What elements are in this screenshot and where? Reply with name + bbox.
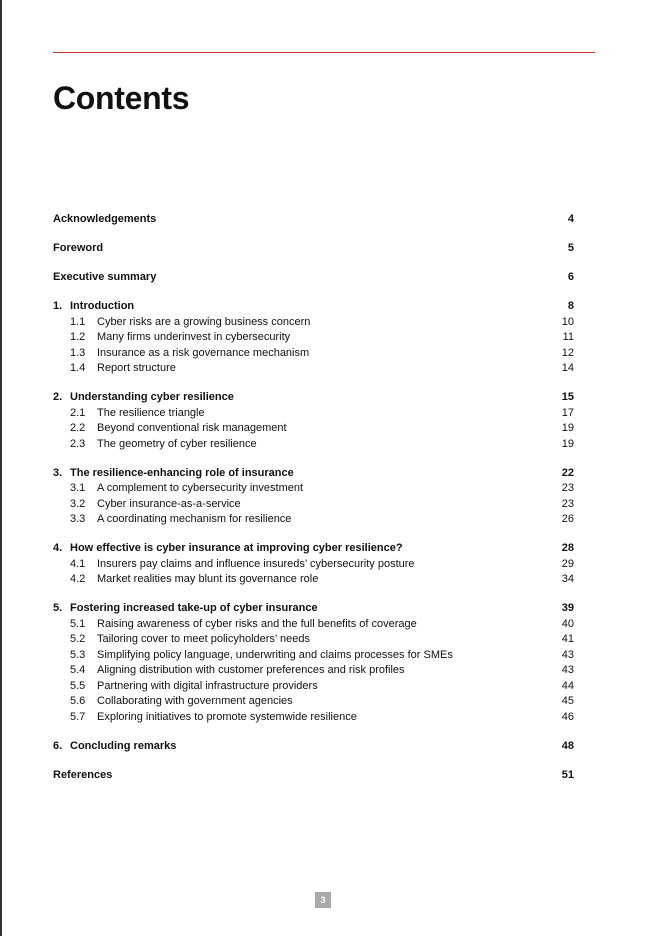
entry-page: 26 — [561, 513, 574, 525]
entry-number: 5.5 — [70, 679, 86, 692]
toc-section — [53, 541, 574, 588]
entry-number: 5.3 — [70, 648, 86, 661]
entry-title: Concluding remarks — [70, 739, 177, 752]
entry-title: Aligning distribution with customer preferences and risk profiles — [97, 664, 405, 676]
entry-page: 28 — [561, 542, 574, 554]
toc-subentry[interactable] — [53, 512, 574, 528]
toc-section — [53, 739, 574, 755]
entry-page: 6 — [567, 271, 574, 283]
toc-subentry[interactable] — [53, 330, 574, 346]
toc-subentry[interactable] — [53, 694, 574, 710]
entry-number: 2.1 — [70, 406, 86, 419]
toc-entry[interactable] — [53, 739, 574, 755]
toc-entry[interactable] — [53, 212, 574, 228]
entry-page: 12 — [561, 346, 574, 359]
entry-page: 34 — [561, 573, 574, 585]
entry-number: 3.3 — [70, 513, 86, 525]
entry-page: 46 — [561, 710, 574, 723]
entry-title: A coordinating mechanism for resilience — [97, 513, 292, 525]
entry-page: 11 — [562, 331, 574, 343]
toc-subentry[interactable] — [53, 437, 574, 453]
toc-subentry[interactable] — [53, 663, 574, 679]
entry-number: 1.2 — [70, 331, 86, 343]
entry-number: 1.4 — [70, 362, 86, 374]
toc-subentry[interactable] — [53, 421, 574, 437]
entry-title: Collaborating with government agencies — [97, 695, 293, 707]
entry-title: How effective is cyber insurance at improving cyber resilience? — [70, 542, 403, 554]
entry-title: Executive summary — [53, 271, 157, 283]
toc-subentry[interactable] — [53, 481, 574, 497]
page-title: Contents — [53, 80, 190, 116]
entry-title: Market realities may blunt its governance role — [97, 573, 319, 585]
entry-title: Tailoring cover to meet policyholders’ needs — [97, 633, 310, 645]
entry-title: Raising awareness of cyber risks and the full benefits of coverage — [97, 617, 417, 630]
header-rule — [53, 52, 595, 53]
entry-number: 5.4 — [70, 664, 86, 676]
entry-page: 15 — [561, 391, 574, 403]
entry-page: 19 — [561, 422, 574, 434]
toc-section — [53, 270, 574, 286]
toc-subentry[interactable] — [53, 315, 574, 331]
toc-entry[interactable] — [53, 601, 574, 617]
entry-title: Exploring initiatives to promote systemwide resilience — [97, 710, 357, 723]
entry-number: 3.1 — [70, 482, 86, 494]
toc-entry[interactable] — [53, 241, 574, 257]
toc-subentry[interactable] — [53, 679, 574, 695]
entry-page: 40 — [561, 617, 574, 630]
entry-page: 48 — [561, 739, 574, 752]
entry-number: 5.2 — [70, 633, 86, 645]
entry-page: 5 — [567, 242, 574, 254]
entry-page: 43 — [561, 664, 574, 676]
entry-number: 4.2 — [70, 573, 86, 585]
entry-title: Introduction — [70, 300, 135, 312]
entry-number: 5.7 — [70, 710, 86, 723]
entry-number: 5. — [53, 602, 63, 614]
toc-entry[interactable] — [53, 299, 574, 315]
toc-section — [53, 299, 574, 377]
toc-subentry[interactable] — [53, 572, 574, 588]
entry-title: Fostering increased take-up of cyber insurance — [70, 602, 318, 614]
toc-subentry[interactable] — [53, 346, 574, 362]
entry-title: Report structure — [97, 362, 176, 374]
entry-page: 29 — [561, 557, 574, 570]
entry-title: The resilience-enhancing role of insurance — [70, 466, 294, 479]
toc-subentry[interactable] — [53, 632, 574, 648]
entry-number: 3. — [53, 466, 63, 479]
entry-page: 19 — [561, 437, 574, 450]
toc-subentry[interactable] — [53, 361, 574, 377]
toc-section — [53, 768, 574, 784]
entry-page: 4 — [567, 213, 574, 225]
entry-page: 44 — [561, 679, 574, 692]
toc-entry[interactable] — [53, 390, 574, 406]
toc-section — [53, 390, 574, 452]
toc-section — [53, 466, 574, 528]
entry-number: 2.2 — [70, 422, 86, 434]
entry-number: 3.2 — [70, 497, 86, 510]
toc-subentry[interactable] — [53, 497, 574, 513]
entry-page: 17 — [561, 406, 574, 419]
entry-title: Foreword — [53, 242, 104, 254]
entry-page: 41 — [561, 633, 574, 645]
entry-title: Acknowledgements — [53, 213, 157, 225]
entry-number: 2. — [53, 391, 63, 403]
entry-page: 14 — [561, 362, 574, 374]
toc-entry[interactable] — [53, 270, 574, 286]
entry-page: 45 — [561, 695, 574, 707]
entry-number: 2.3 — [70, 437, 86, 450]
toc-section — [53, 601, 574, 725]
entry-page: 8 — [567, 300, 574, 312]
entry-number: 5.1 — [70, 617, 86, 630]
entry-page: 43 — [561, 648, 574, 661]
entry-title: Insurers pay claims and influence insureds’ cybersecurity posture — [97, 557, 415, 570]
entry-title: Partnering with digital infrastructure providers — [97, 679, 318, 692]
entry-title: Simplifying policy language, underwriting and claims processes for SMEs — [97, 648, 453, 661]
entry-page: 10 — [561, 315, 574, 328]
entry-title: A complement to cybersecurity investment — [97, 482, 304, 494]
entry-title: Insurance as a risk governance mechanism — [97, 346, 310, 359]
toc-subentry[interactable] — [53, 648, 574, 664]
entry-number: 1.1 — [70, 315, 86, 328]
toc-subentry[interactable] — [53, 557, 574, 573]
entry-number: 4.1 — [70, 557, 86, 570]
entry-title: Beyond conventional risk management — [97, 422, 287, 434]
entry-page: 39 — [561, 602, 574, 614]
toc-subentry[interactable] — [53, 710, 574, 726]
toc-section — [53, 212, 574, 228]
entry-number: 5.6 — [70, 695, 86, 707]
entry-title: The geometry of cyber resilience — [97, 437, 257, 450]
entry-page: 51 — [561, 768, 574, 781]
page-number: 3 — [315, 892, 331, 908]
table-of-contents — [53, 212, 574, 797]
entry-number: 1. — [53, 300, 63, 312]
entry-number: 6. — [53, 739, 63, 752]
toc-entry[interactable] — [53, 541, 574, 557]
toc-entry[interactable] — [53, 768, 574, 784]
entry-title: Understanding cyber resilience — [70, 391, 234, 403]
entry-page: 23 — [561, 482, 574, 494]
entry-title: Cyber insurance-as-a-service — [97, 497, 241, 510]
toc-section — [53, 241, 574, 257]
toc-subentry[interactable] — [53, 617, 574, 633]
entry-title: Many firms underinvest in cybersecurity — [97, 331, 291, 343]
entry-number: 1.3 — [70, 346, 86, 359]
entry-title: References — [53, 768, 113, 781]
toc-subentry[interactable] — [53, 406, 574, 422]
toc-entry[interactable] — [53, 466, 574, 482]
page-edge — [0, 0, 2, 936]
entry-page: 23 — [561, 497, 574, 510]
entry-title: The resilience triangle — [97, 406, 205, 419]
entry-page: 22 — [561, 466, 574, 479]
entry-number: 4. — [53, 542, 63, 554]
entry-title: Cyber risks are a growing business concern — [97, 315, 311, 328]
